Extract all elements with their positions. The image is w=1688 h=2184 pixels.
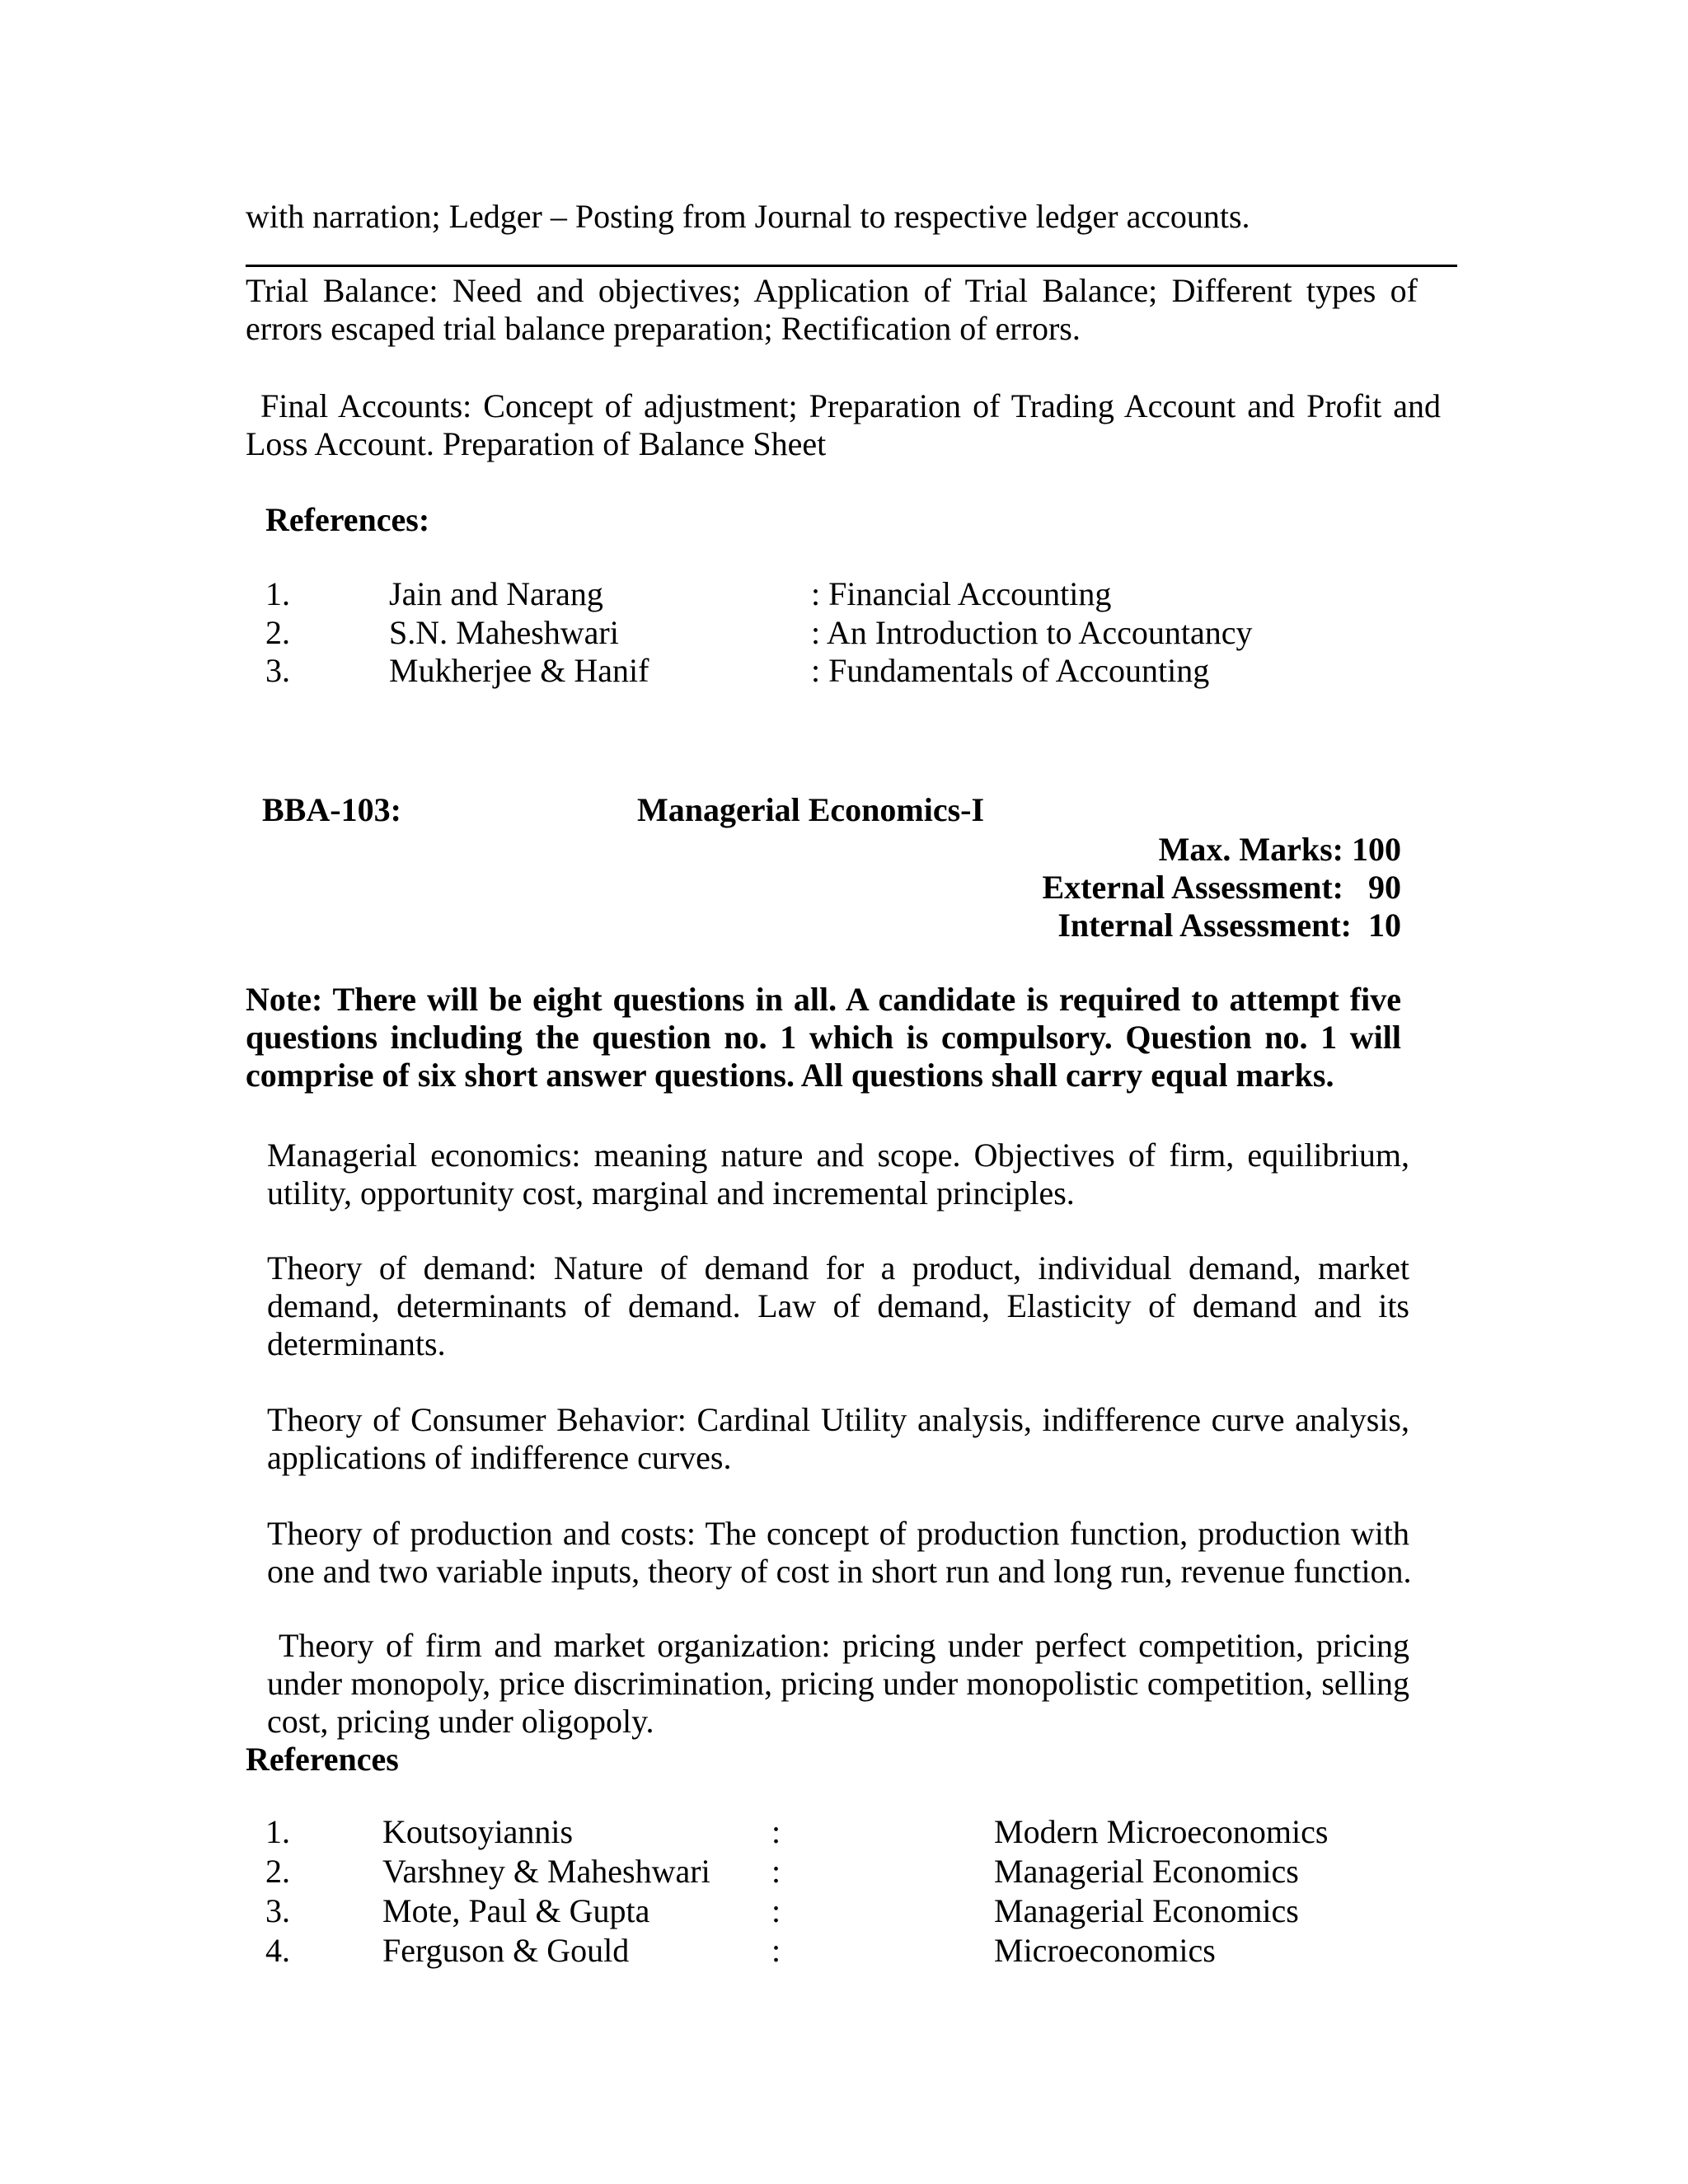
reference-number: 2. — [265, 1853, 290, 1890]
reference-author: Mote, Paul & Gupta — [382, 1892, 650, 1929]
list-item — [0, 575, 1484, 613]
exam-note — [246, 981, 1401, 1094]
reference-author: Ferguson & Gould — [382, 1932, 630, 1969]
final-accounts-paragraph — [246, 387, 1441, 463]
note-line: comprise of six short answer questions. All questions shall carry equal marks. — [246, 1057, 1334, 1094]
syllabus-paragraph — [267, 1401, 1409, 1477]
references-heading: References — [246, 1741, 399, 1778]
reference-author: Koutsoyiannis — [382, 1813, 574, 1850]
paragraph-line: under monopoly, price discrimination, pricing under monopolistic competition, selling — [267, 1665, 1409, 1702]
reference-title: Managerial Economics — [994, 1892, 1299, 1929]
reference-author: Varshney & Maheshwari — [382, 1853, 710, 1890]
syllabus-paragraph — [267, 1627, 1409, 1741]
paragraph-line: Theory of Consumer Behavior: Cardinal Utility analysis, indifference curve analysis, — [267, 1401, 1409, 1438]
syllabus-paragraph — [267, 1249, 1409, 1363]
paragraph-line: Theory of production and costs: The concept of production function, production with — [267, 1515, 1409, 1552]
paragraph-line: cost, pricing under oligopoly. — [267, 1703, 654, 1740]
paragraph-line: Final Accounts: Concept of adjustment; Preparation of Trading Account and Profit and — [260, 387, 1441, 424]
paragraph-line: Managerial economics: meaning nature and scope. Objectives of firm, equilibrium, — [267, 1137, 1409, 1174]
list-item — [0, 614, 1484, 652]
paragraph-line: Loss Account. Preparation of Balance Sheet — [246, 425, 827, 462]
reference-separator: : — [771, 1813, 781, 1850]
paragraph-line: Theory of firm and market organization: pricing under perfect competition, pricing — [279, 1627, 1409, 1664]
reference-number: 1. — [265, 575, 290, 612]
references-heading: References: — [265, 501, 430, 538]
paragraph-line: one and two variable inputs, theory of cost in short run and long run, revenue function. — [267, 1553, 1412, 1590]
reference-separator: : — [771, 1853, 781, 1890]
trial-balance-paragraph — [246, 272, 1418, 348]
reference-number: 2. — [265, 614, 290, 651]
paragraph-line: demand, determinants of demand. Law of demand, Elasticity of demand and its — [267, 1287, 1409, 1324]
note-line: Note: There will be eight questions in all. A candidate is required to attempt five — [246, 981, 1401, 1018]
reference-author: Mukherjee & Hanif — [389, 652, 649, 689]
reference-title: Managerial Economics — [994, 1853, 1299, 1890]
list-item — [0, 652, 1484, 690]
external-assessment: External Assessment: 90 — [1042, 869, 1401, 906]
paragraph-line: determinants. — [267, 1325, 446, 1362]
reference-title: Microeconomics — [994, 1932, 1216, 1969]
continued-text: with narration; Ledger – Posting from Journal to respective ledger accounts. — [246, 198, 1250, 235]
course-code: BBA-103: — [262, 791, 401, 828]
reference-title: : Fundamentals of Accounting — [811, 652, 1210, 689]
section-divider — [246, 265, 1457, 267]
reference-number: 3. — [265, 1892, 290, 1929]
list-item — [0, 1813, 1484, 1851]
paragraph-line: errors escaped trial balance preparation; Rectification of errors. — [246, 310, 1081, 347]
internal-assessment: Internal Assessment: 10 — [1057, 907, 1401, 944]
reference-author: S.N. Maheshwari — [389, 614, 619, 651]
reference-number: 3. — [265, 652, 290, 689]
paragraph-line: Trial Balance: Need and objectives; Application of Trial Balance; Different types of — [246, 272, 1418, 309]
list-item — [0, 1932, 1484, 1970]
course-title: Managerial Economics-I — [637, 791, 985, 828]
reference-separator: : — [771, 1932, 781, 1969]
max-marks: Max. Marks: 100 — [1158, 831, 1401, 868]
reference-title: Modern Microeconomics — [994, 1813, 1329, 1850]
syllabus-paragraph — [267, 1515, 1412, 1591]
paragraph-line: Theory of demand: Nature of demand for a product, individual demand, market — [267, 1249, 1409, 1286]
list-item — [0, 1892, 1484, 1930]
list-item — [0, 1853, 1484, 1891]
reference-separator: : — [771, 1892, 781, 1929]
syllabus-paragraph — [267, 1137, 1409, 1212]
reference-author: Jain and Narang — [389, 575, 603, 612]
paragraph-line: applications of indifference curves. — [267, 1439, 732, 1476]
reference-number: 4. — [265, 1932, 290, 1969]
reference-number: 1. — [265, 1813, 290, 1850]
reference-title: : An Introduction to Accountancy — [811, 614, 1253, 651]
reference-title: : Financial Accounting — [811, 575, 1112, 612]
paragraph-line: utility, opportunity cost, marginal and incremental principles. — [267, 1174, 1075, 1212]
note-line: questions including the question no. 1 which is compulsory. Question no. 1 will — [246, 1019, 1401, 1056]
